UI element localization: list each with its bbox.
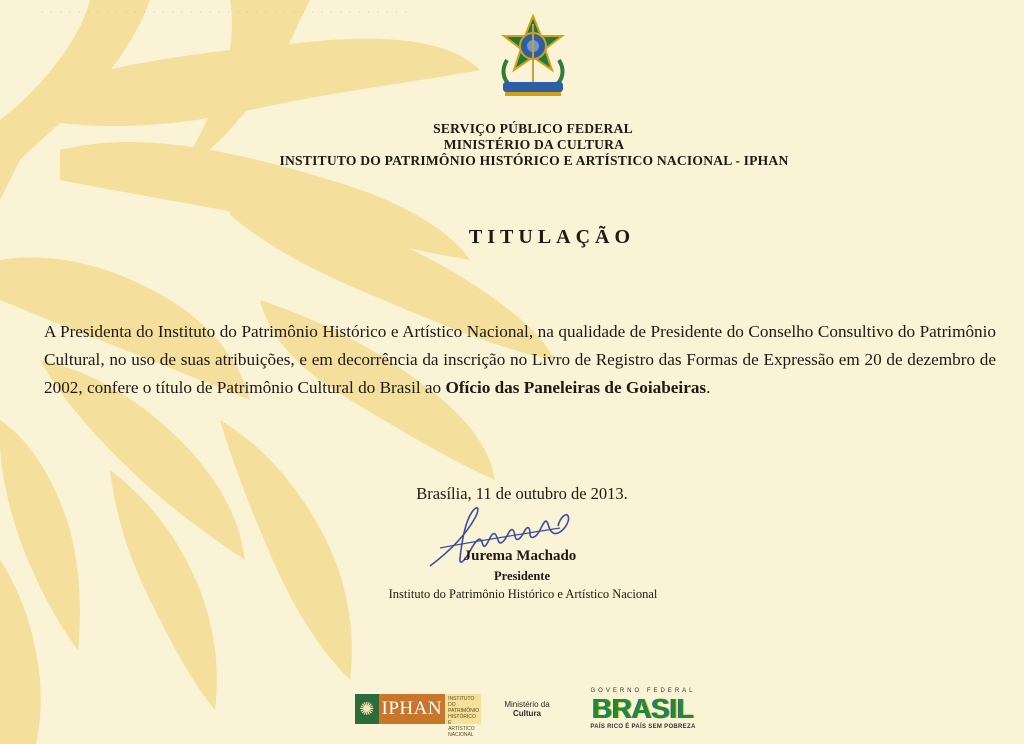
certificate-body — [44, 318, 996, 402]
honoree-name: Ofício das Paneleiras de Goiabeiras — [445, 378, 707, 397]
scanned-background-text: · · · · · · · · · · · · · · · · · · · · · · · · · · · · · · · · · · · · · · · · — [40, 4, 409, 18]
ministry-logo-line2: Cultura — [513, 709, 541, 718]
header-line-ministry: MINISTÉRIO DA CULTURA — [443, 137, 625, 152]
brasil-slogan: PAÍS RICO É PAÍS SEM POBREZA — [590, 724, 696, 730]
ministry-of-culture-logo — [496, 700, 558, 718]
coat-of-arms-icon — [495, 14, 571, 98]
signer-role: Presidente — [493, 569, 550, 583]
document-title: TITULAÇÃO — [468, 226, 636, 248]
body-text: A Presidenta do Instituto do Patrimônio Histórico e Artístico Nacional, na qualidade de Presidente do Conselho Consultivo do Patrimônio Cultural, no uso de suas atribuições, e em decorrência da inscrição no Livro de Registro das Formas de Expressão em 20 de dezembro de 2002, confere o título de Patrimônio Cultural do Brasil ao — [44, 322, 996, 397]
iphan-logo-word: IPHAN — [379, 694, 446, 724]
gov-label: GOVERNO FEDERAL — [590, 688, 696, 694]
signer-name: Jurema Machado — [463, 548, 577, 564]
signer-institution: Instituto do Patrimônio Histórico e Artístico Nacional — [388, 587, 658, 601]
brasil-word: BRASIL — [592, 693, 694, 724]
governo-federal-brasil-logo — [573, 687, 713, 733]
header-line-institute: INSTITUTO DO PATRIMÔNIO HISTÓRICO E ARTÍSTICO NACIONAL - IPHAN — [279, 153, 789, 168]
institution-header — [0, 121, 1024, 169]
ministry-logo-line1: Ministério da — [504, 700, 550, 709]
iphan-logo-subtext: INSTITUTO DO PATRIMÔNIO HISTÓRICO E ARTÍSTICO NACIONAL — [445, 694, 481, 724]
body-end: . — [706, 378, 711, 397]
place-and-date: Brasília, 11 de outubro de 2013. — [416, 484, 628, 503]
header-line-federal-service: SERVIÇO PÚBLICO FEDERAL — [433, 121, 633, 136]
iphan-logo — [355, 694, 481, 738]
iphan-emblem-icon: ✺ — [355, 694, 379, 724]
